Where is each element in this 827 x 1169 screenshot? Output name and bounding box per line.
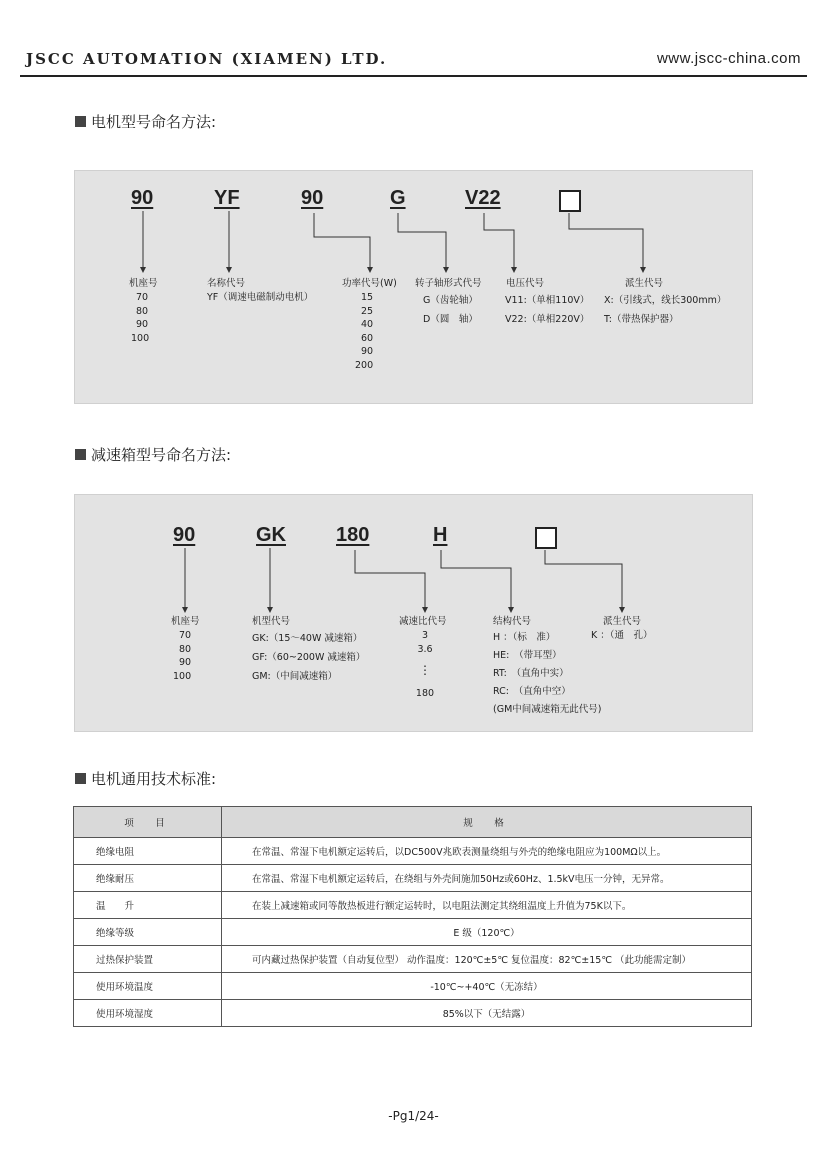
list-item: RT: （直角中实） xyxy=(493,668,569,679)
code-gear-structure: H xyxy=(433,524,448,546)
row-item: 绝缘电阻 xyxy=(74,838,222,865)
list-item: GK:（15～40W 减速箱） xyxy=(252,633,363,644)
derived-values xyxy=(604,291,726,329)
list-item: 25 xyxy=(361,305,374,317)
table-row xyxy=(74,838,752,865)
square-bullet-icon xyxy=(75,449,86,460)
row-spec: 85%以下（无结露） xyxy=(222,1000,752,1027)
square-bullet-icon xyxy=(75,773,86,784)
list-item: 3 xyxy=(421,630,429,641)
list-item: ⋮ xyxy=(419,663,431,677)
section-title-text: 电机型号命名方法: xyxy=(91,113,217,131)
label-derived: 派生代号 xyxy=(625,278,664,289)
code-gear-type: GK xyxy=(256,524,286,546)
row-spec: 在装上减速箱或同等散热板进行额定运转时，以电阻法测定其绕组温度上升值为75K以下。 xyxy=(222,892,752,919)
company-name: JSCC AUTOMATION (XIAMEN) LTD. xyxy=(26,50,388,68)
label-frame: 机座号 xyxy=(129,278,158,289)
row-item: 使用环境温度 xyxy=(74,973,222,1000)
section-title-text: 电机通用技术标准: xyxy=(91,770,217,788)
gear-type-values xyxy=(252,629,365,686)
code-gear-frame: 90 xyxy=(173,524,196,546)
list-item: K ：（通 孔） xyxy=(591,630,653,641)
label-voltage: 电压代号 xyxy=(506,278,545,289)
gear-derived-code-box xyxy=(535,527,557,549)
list-item: 100 xyxy=(173,670,192,682)
code-gear-ratio: 180 xyxy=(336,524,370,546)
gear-frame-values xyxy=(173,629,192,683)
gear-structure-values xyxy=(493,629,601,719)
page-number: -Pg1/24- xyxy=(388,1109,439,1123)
list-item: 70 xyxy=(179,630,192,641)
website-url: www.jscc-china.com xyxy=(656,50,801,67)
voltage-values xyxy=(505,291,589,329)
row-spec: 可内藏过热保护装置（自动复位型） 动作温度：120℃±5℃ 复位温度：82℃±15℃ （此功能需定制） xyxy=(222,946,752,973)
list-item: 80 xyxy=(179,643,192,655)
list-item: X:（引线式，线长300mm） xyxy=(604,295,727,306)
label-gear-type: 机型代号 xyxy=(252,616,291,627)
row-spec: E 级（120℃） xyxy=(222,919,752,946)
code-name: YF xyxy=(214,187,240,209)
code-shaft: G xyxy=(390,187,406,209)
list-item: 15 xyxy=(361,292,374,303)
row-spec: 在常温、常湿下电机额定运转后，以DC500V兆欧表测量绕组与外壳的绝缘电阻应为100MΩ以上。 xyxy=(222,838,752,865)
list-item: D（圆 轴） xyxy=(423,314,478,325)
code-voltage: V22 xyxy=(465,187,501,209)
label-gear-structure: 结构代号 xyxy=(493,616,532,627)
name-values xyxy=(207,291,313,305)
column-header-item: 项 目 xyxy=(74,807,222,838)
code-power: 90 xyxy=(301,187,324,209)
list-item: 180 xyxy=(415,688,435,699)
list-item: 90 xyxy=(136,319,149,330)
list-item: 100 xyxy=(131,332,150,344)
column-header-spec: 规 格 xyxy=(222,807,752,838)
table-row xyxy=(74,892,752,919)
label-power: 功率代号(W) xyxy=(342,278,397,289)
list-item: (GM中间减速箱无此代号) xyxy=(493,704,602,715)
derived-code-box xyxy=(559,190,581,212)
list-item: HE: （带耳型） xyxy=(493,650,562,661)
gear-derived-values xyxy=(591,629,653,643)
row-item: 过热保护装置 xyxy=(74,946,222,973)
list-item: 90 xyxy=(179,657,192,668)
code-frame: 90 xyxy=(131,187,154,209)
frame-values xyxy=(131,291,150,345)
list-item: T:（带热保护器） xyxy=(604,314,679,325)
label-gear-frame: 机座号 xyxy=(171,616,200,627)
list-item: V22:（单相220V） xyxy=(505,314,590,325)
list-item: RC: （直角中空） xyxy=(493,686,571,697)
list-item: H ：（标 准） xyxy=(493,632,556,643)
label-gear-derived: 派生代号 xyxy=(603,616,642,627)
list-item: YF（调速电磁制动电机） xyxy=(207,292,314,303)
row-item: 温 升 xyxy=(74,892,222,919)
section-title-gearbox-model xyxy=(75,444,231,465)
list-item: GF:（60~200W 减速箱） xyxy=(252,652,366,663)
list-item: 80 xyxy=(136,305,149,317)
table-row xyxy=(74,973,752,1000)
shaft-values xyxy=(423,291,478,329)
row-item: 绝缘等级 xyxy=(74,919,222,946)
row-item: 使用环境湿度 xyxy=(74,1000,222,1027)
section-title-text: 减速箱型号命名方法: xyxy=(91,446,232,464)
tech-standard-table xyxy=(73,806,752,1027)
row-spec: 在常温、常湿下电机额定运转后，在绕组与外壳间施加50Hz或60Hz、1.5kV电压一分钟，无异常。 xyxy=(222,865,752,892)
table-row xyxy=(74,946,752,973)
power-values xyxy=(355,291,374,372)
list-item: G（齿轮轴） xyxy=(423,295,478,306)
list-item: 200 xyxy=(355,359,374,371)
list-item: 90 xyxy=(361,346,374,357)
gear-ratio-values xyxy=(414,629,436,701)
list-item: GM:（中间减速箱） xyxy=(252,671,338,682)
list-item: 40 xyxy=(361,319,374,330)
table-header-row xyxy=(74,807,752,838)
label-name: 名称代号 xyxy=(207,278,246,289)
list-item: 3.6 xyxy=(417,644,433,655)
table-row xyxy=(74,865,752,892)
row-item: 绝缘耐压 xyxy=(74,865,222,892)
row-spec: -10℃~+40℃（无冻结） xyxy=(222,973,752,1000)
label-gear-ratio: 减速比代号 xyxy=(399,616,447,627)
table-row xyxy=(74,919,752,946)
list-item: 60 xyxy=(361,332,374,344)
list-item: 70 xyxy=(136,292,149,303)
label-shaft: 转子轴形式代号 xyxy=(415,278,482,289)
list-item: V11:（单相110V） xyxy=(505,295,590,306)
table-row xyxy=(74,1000,752,1027)
section-title-tech-standard xyxy=(75,768,216,789)
